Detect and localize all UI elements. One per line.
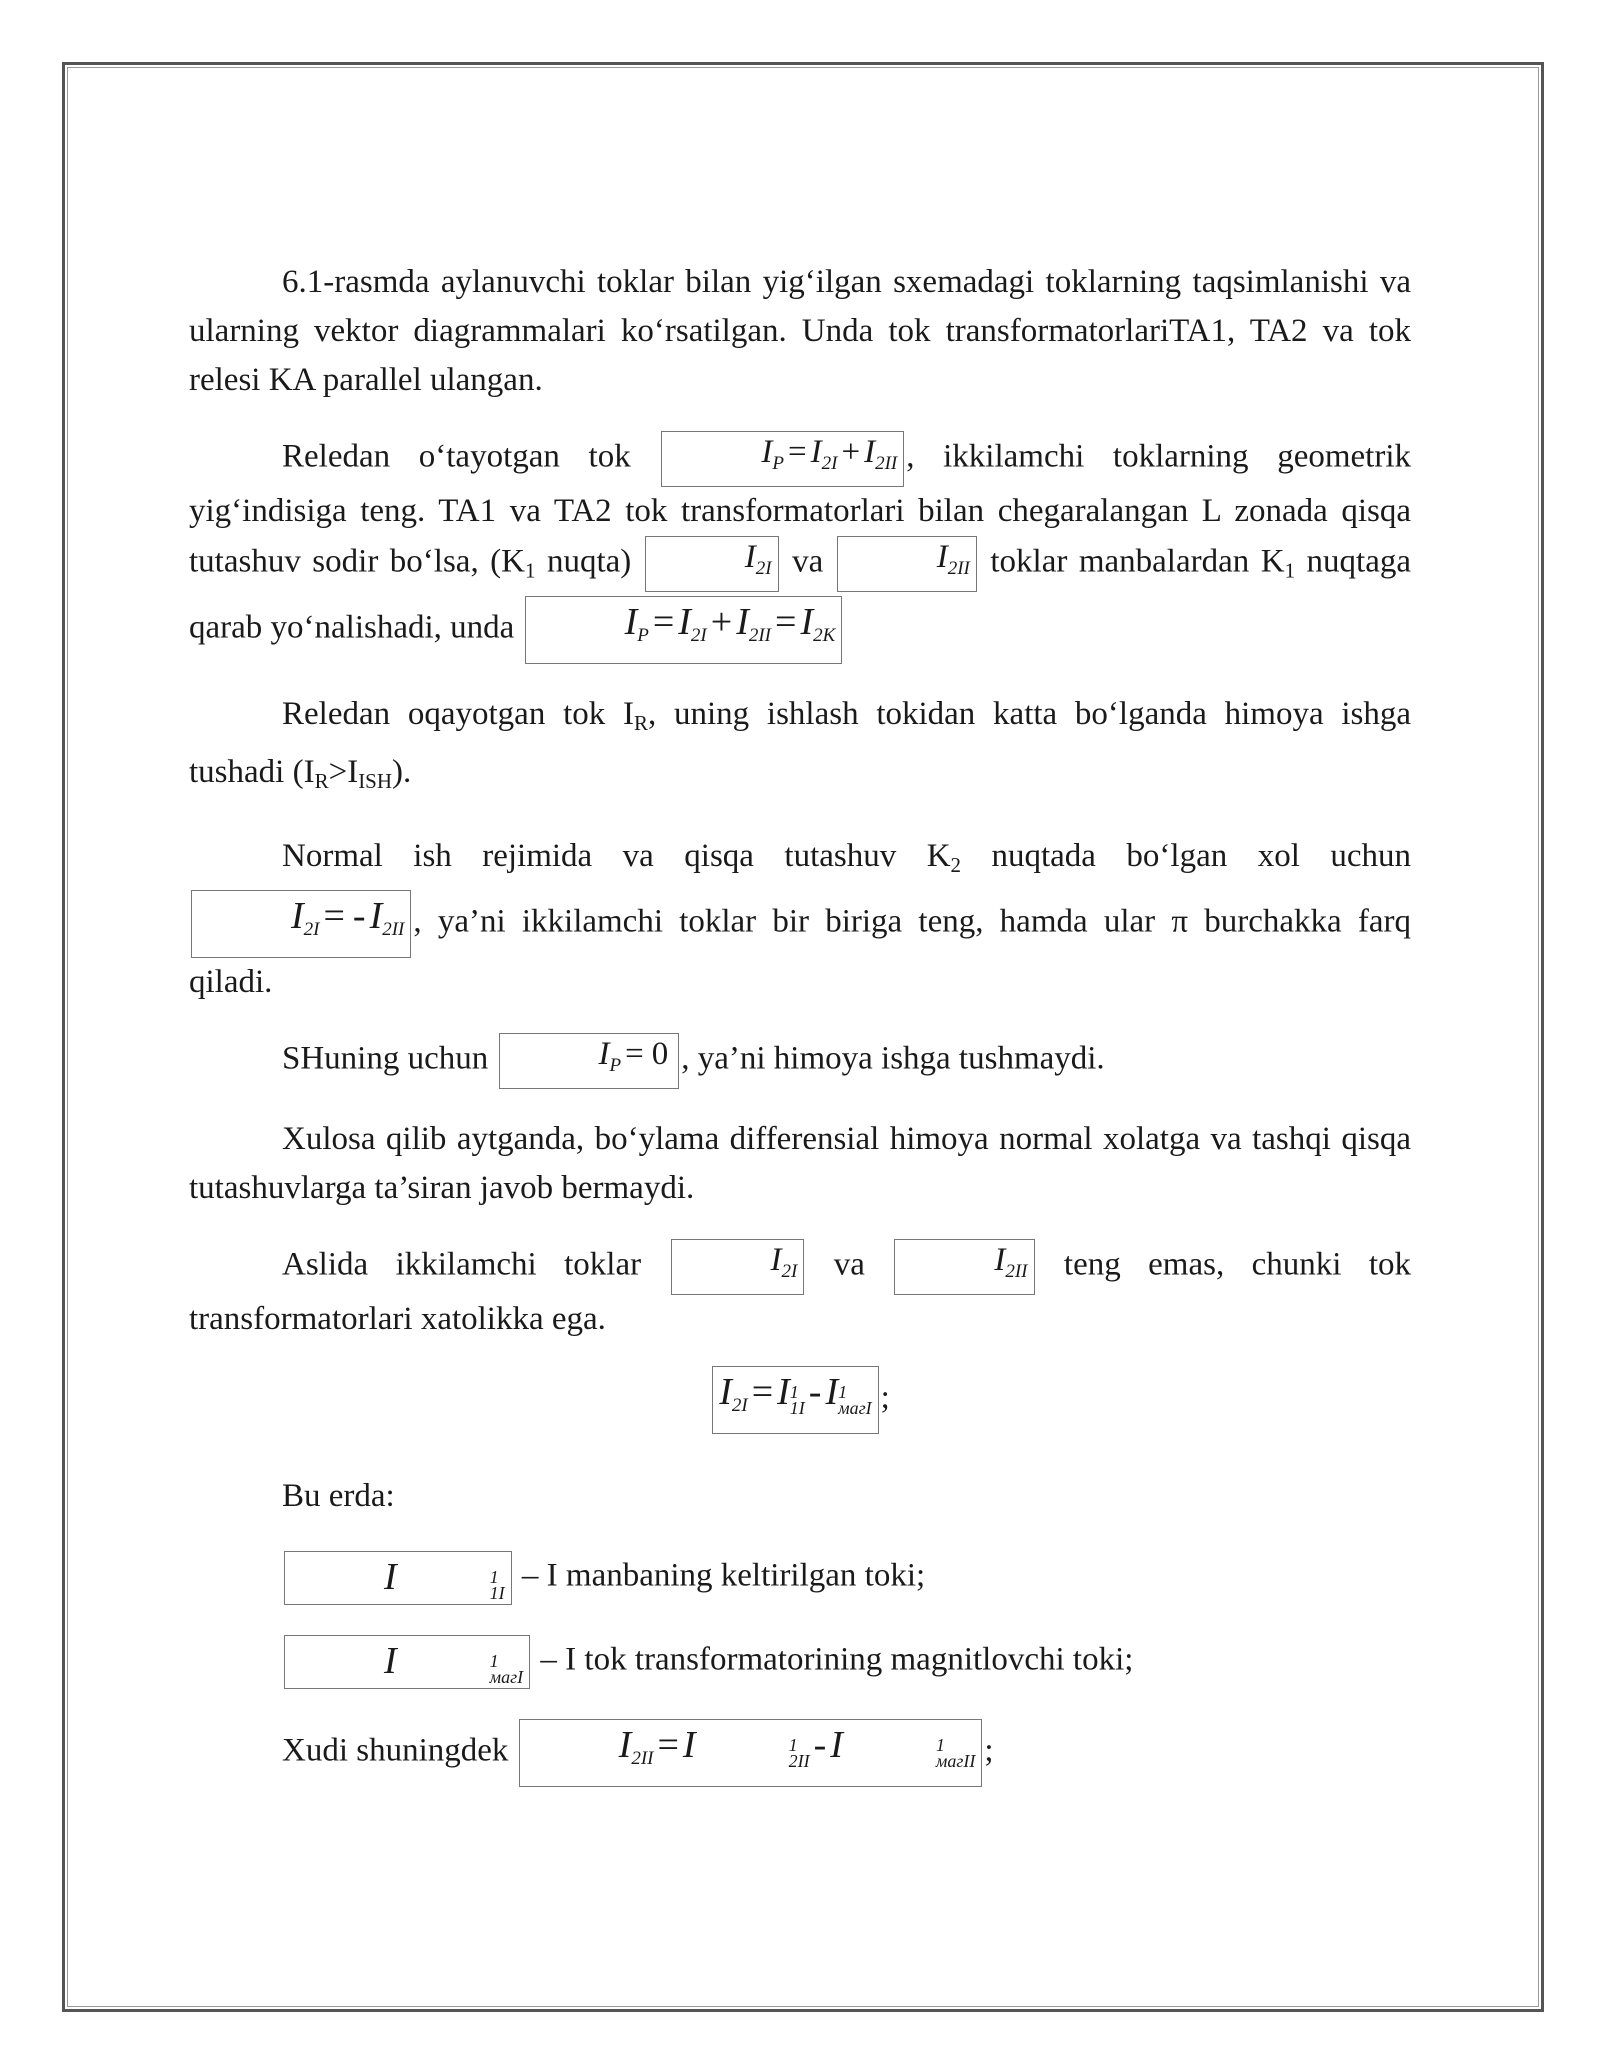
formula-ip-zero: $I_P = 0$ bbox=[499, 1033, 680, 1089]
formula-i2i: $I_{2I}$ bbox=[645, 536, 779, 592]
paragraph-2: Reledan o‘tayotgan tok $I_P = I_{2I} + I_{2II}$ , ikkilamchi toklarning geometrik yig‘indisiga teng. TA1 va TA2 tok transformatorlari bilan chegaralangan L zonada qisqa tutashuv sodir bo‘lsa, ($K_1$ nuqta) $I_{2I}$ va $I_{2II}$ toklar manbalardan $K_1$ nuqtaga qarab yo‘nalishadi, unda IP = I2I + I2II = I2K bbox=[189, 431, 1411, 664]
text: , ikkilamchi toklarning geometrik yig‘indisiga teng. TA1 va TA2 tok transformatorlari bilan chegaralangan L zonada qisqa tutashuv sodir bo‘lsa, (K bbox=[189, 438, 1411, 580]
text: va bbox=[792, 543, 824, 580]
equation-i2i: I2I = I 1 1I - I 1 магI ; bbox=[189, 1366, 1411, 1434]
formula-i2i-magnetizing: I2I = I 1 1I - I 1 магI bbox=[712, 1366, 878, 1434]
document-body bbox=[189, 258, 1411, 1787]
text: toklar manbalardan K bbox=[990, 543, 1285, 580]
definition-2: I 1 магI – I tok transformatorining magnitlovchi toki; bbox=[189, 1635, 1411, 1689]
formula-imagi: I 1 магI bbox=[284, 1635, 530, 1689]
text: Reledan o‘tayotgan tok bbox=[282, 438, 631, 475]
formula-i2ii-magnetizing: I2II = I 1 2II - I 1 магII bbox=[519, 1719, 983, 1787]
paragraph-1: 6.1-rasmda aylanuvchi toklar bilan yig‘ilgan sxemadagi toklarning taqsimlanishi va ularning vektor diagrammalari ko‘rsatilgan. Unda tok transformatorlariTA1, TA2 va tok relesi KA parallel ulangan. bbox=[189, 264, 1411, 398]
paragraph-3: Reledan oqayotgan tok $I_R$, uning ishlash tokidan katta bo‘lganda himoya ishga tushadi $(I_R>I_{ISH})$. bbox=[189, 695, 1412, 793]
paragraph-8: Bu erda: bbox=[282, 1477, 395, 1514]
paragraph-7: Aslida ikkilamchi toklar $I_{2I}$ va $I_{2II}$ teng emas, chunki tok transformatorlari xatolikka ega. bbox=[189, 1239, 1411, 1344]
paragraph-6: Xulosa qilib aytganda, bo‘ylama differensial himoya normal xolatga va tashqi qisqa tutashuvlarga ta’siran javob bermaydi. bbox=[189, 1120, 1411, 1206]
paragraph-4: Normal ish rejimida va qisqa tutashuv $K_2$ nuqtada bo‘lgan xol uchun I2I = - I2II , ya’ni ikkilamchi toklar bir biriga teng, hamda ular π burchakka farq qiladi. bbox=[189, 837, 1411, 1000]
formula-i2ii: $I_{2II}$ bbox=[837, 536, 977, 592]
formula-ip-sum: $I_P = I_{2I} + I_{2II}$ bbox=[661, 431, 904, 487]
formula-i2i: $I_{2I}$ bbox=[671, 1239, 805, 1295]
formula-i2i-neg: I2I = - I2II bbox=[191, 890, 411, 958]
text: nuqtaga qarab yo‘nalishadi, unda bbox=[189, 543, 1412, 646]
formula-i1i: I 1 1I bbox=[284, 1551, 512, 1605]
paragraph-5: SHuning uchun $I_P = 0$ , ya’ni himoya ishga tushmaydi. bbox=[189, 1033, 1411, 1089]
paragraph-9: Xudi shuningdek I2II = I 1 2II - I 1 магII ; bbox=[189, 1719, 1411, 1787]
formula-i2ii: $I_{2II}$ bbox=[894, 1239, 1034, 1295]
definition-1: I 1 1I – I manbaning keltirilgan toki; bbox=[189, 1551, 1411, 1605]
formula-ip-2k: IP = I2I + I2II = I2K bbox=[525, 596, 843, 664]
text: nuqta) bbox=[535, 543, 632, 580]
